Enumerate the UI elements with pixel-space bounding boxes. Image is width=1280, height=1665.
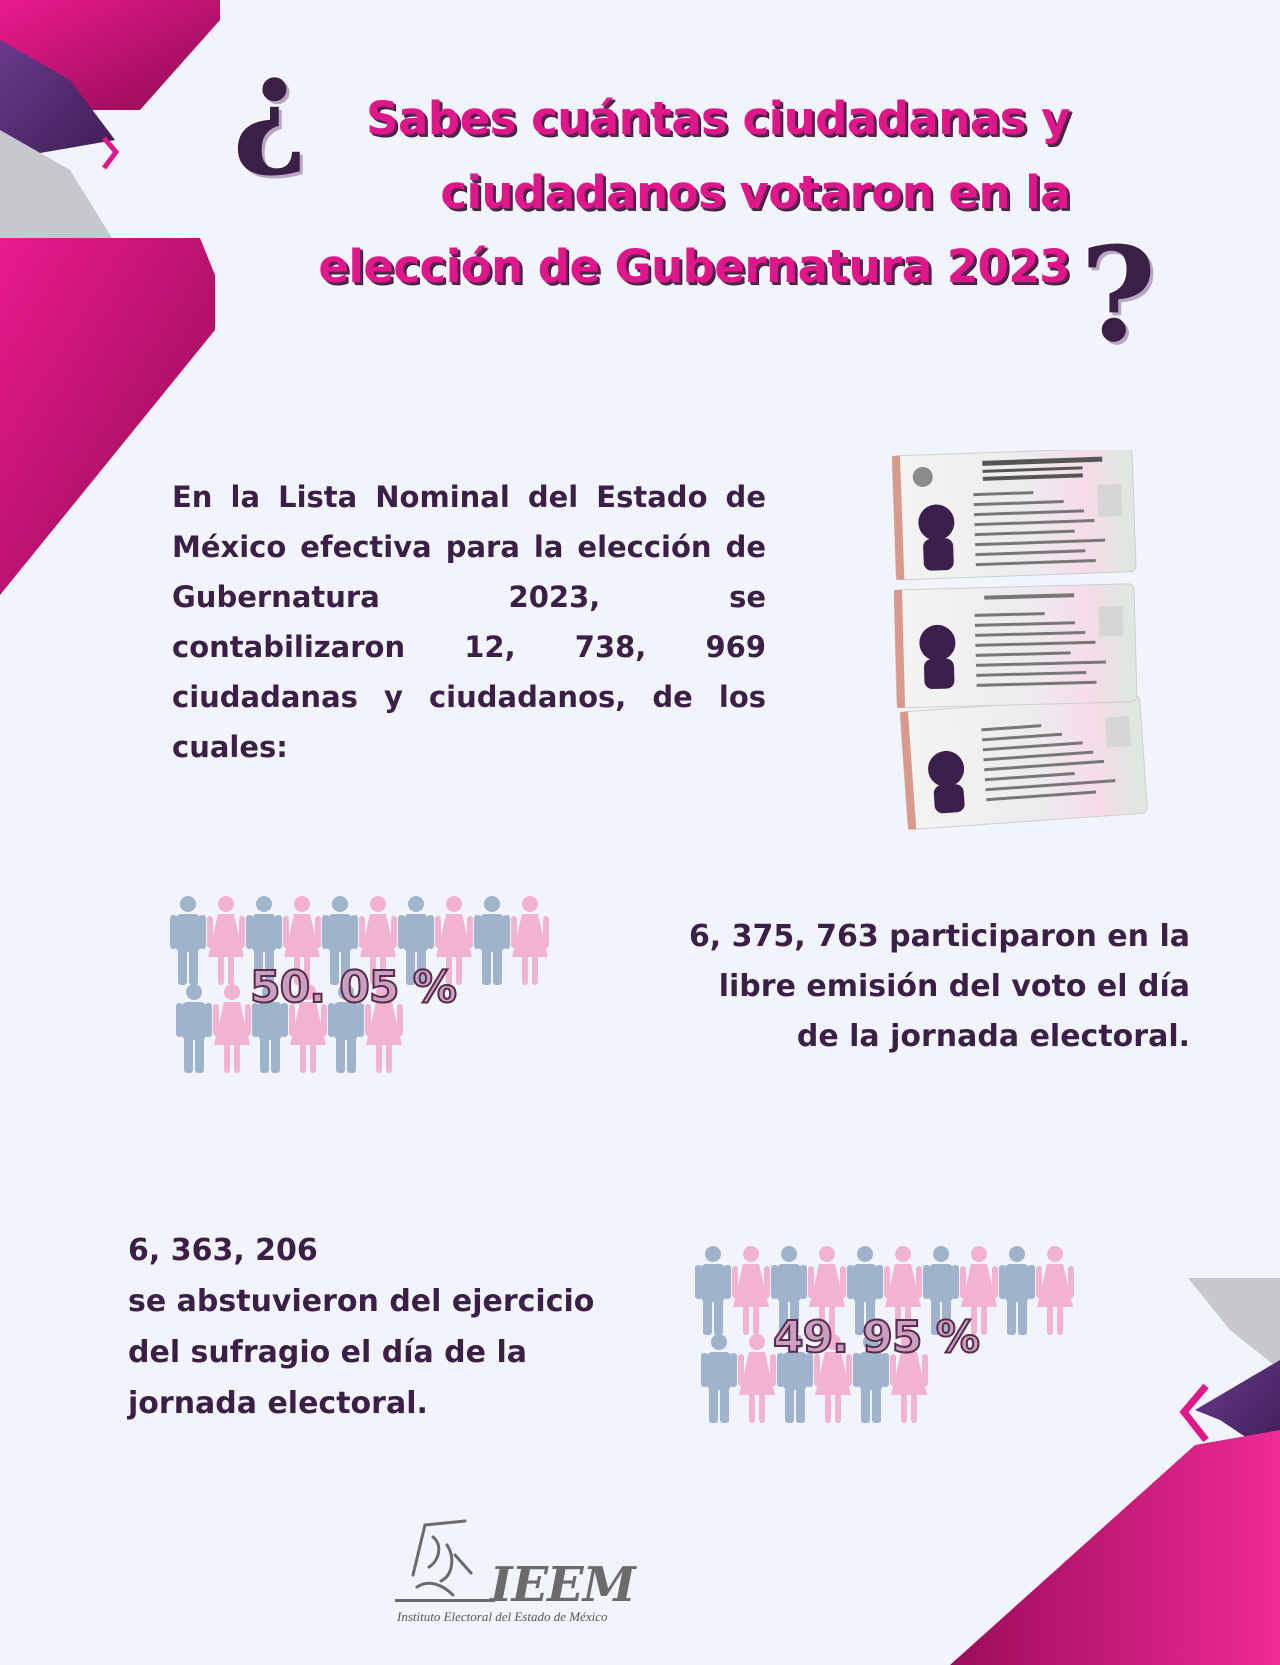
question-mark: ? [1080, 218, 1157, 371]
ieem-logo [395, 1515, 645, 1625]
abstained-line-2: se abstuvieron del ejercicio [128, 1284, 595, 1319]
voters-line-2: libre emisión del voto el día [718, 969, 1190, 1004]
voters-line-3: de la jornada electoral. [796, 1019, 1190, 1054]
title-line-1: Sabes cuántas ciudadanas y [366, 92, 1070, 145]
abstained-line-4: jornada electoral. [128, 1386, 428, 1421]
voters-line-1: 6, 375, 763 participaron en la [688, 919, 1190, 954]
page-title [280, 82, 1070, 304]
logo-wordmark: IEEM [490, 1557, 635, 1613]
inverted-question-mark: ¿ [232, 28, 309, 181]
abstained-line-1: 6, 363, 206 [128, 1233, 318, 1268]
abstained-percentage: 49. 95 % [773, 1312, 979, 1363]
intro-paragraph: En la Lista Nominal del Estado de México efectiva para la elección de Gubernatura 2023, se contabilizaron 12, 738, 969 ciudadanas y ciudadanos, de los cuales: [172, 480, 766, 764]
voters-text [660, 912, 1190, 1062]
abstained-text [128, 1225, 688, 1429]
title-line-3: elección de Gubernatura 2023 [318, 240, 1070, 293]
logo-subtitle: Instituto Electoral del Estado de México [397, 1609, 608, 1624]
title-line-2: ciudadanos votaron en la [440, 166, 1070, 219]
voters-percentage: 50. 05 % [250, 962, 456, 1013]
abstained-line-3: del sufragio el día de la [128, 1335, 527, 1370]
ieem-emblem-icon [395, 1515, 505, 1611]
voter-id-cards-illustration [888, 450, 1150, 842]
